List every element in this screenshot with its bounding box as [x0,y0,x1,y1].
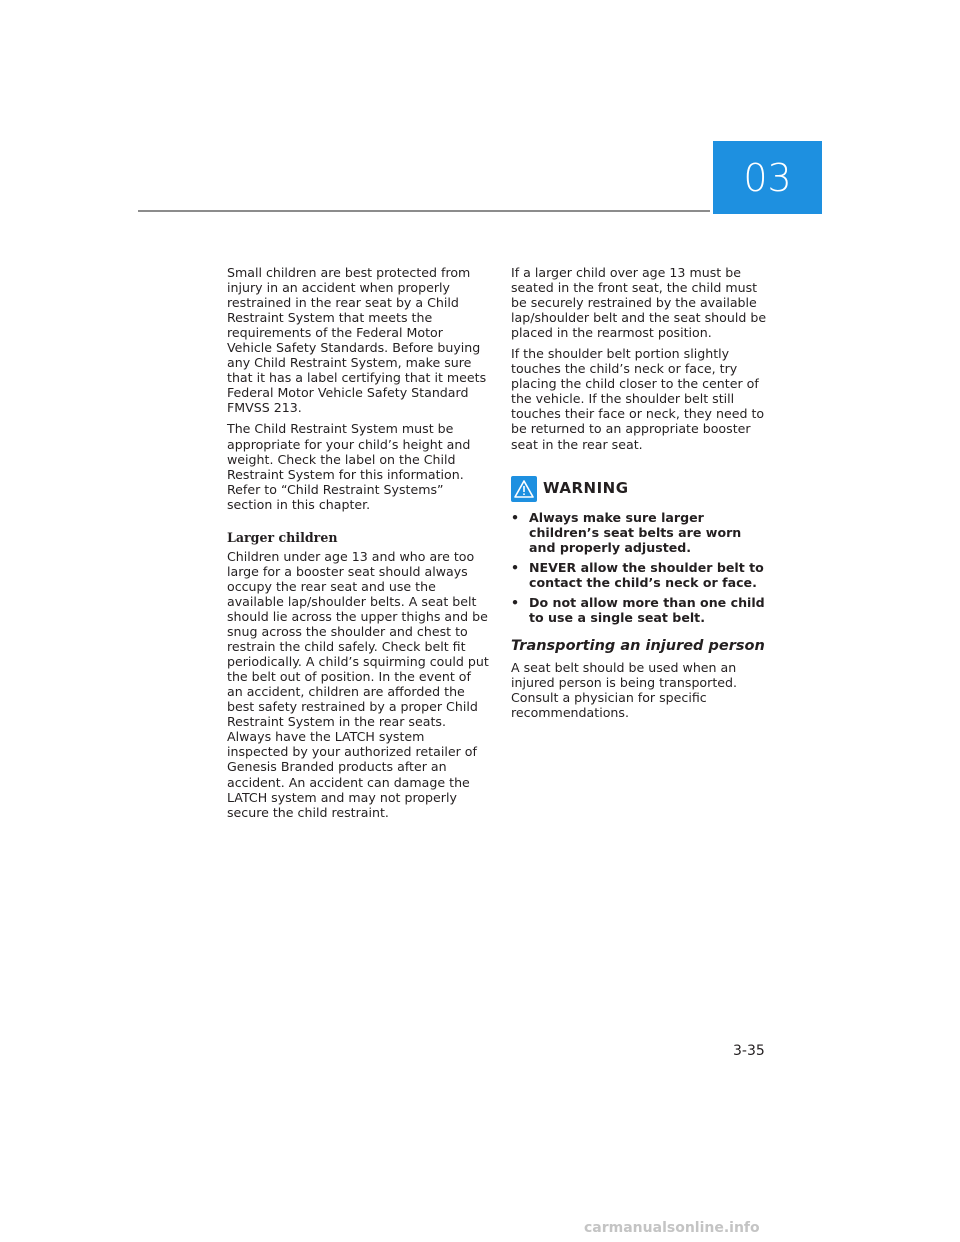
warning-triangle-icon [511,476,537,502]
right-paragraph-3: A seat belt should be used when an injured person is being transported. Consult a physician for specific recommendations. [511,659,737,721]
header-rule [138,210,710,212]
section-heading-injured-person: Transporting an injured person [511,637,765,654]
left-column [227,265,489,826]
chapter-tab [713,141,822,214]
warning-item: • Always make sure larger children’s seat belts are worn and properly adjusted. [511,509,742,555]
right-paragraph-2: If the shoulder belt portion slightly touches the child’s neck or face, try placing the child closer to the center of the vehicle. If the shoulder belt still touches their face or neck, they need to be returned to an appropriate booster seat in the rear seat. [511,346,765,452]
chapter-number: 03 [743,155,792,200]
warning-item: • Do not allow more than one child to use a single seat belt. [511,594,765,625]
warning-list [511,510,769,625]
left-paragraph-2: The Child Restraint System must be appropriate for your child’s height and weight. Check the label on the Child Restraint System for this information. Refer to “Child Restraint Systems” section in this chapter. [227,421,471,512]
left-paragraph-1: Small children are best protected from injury in an accident when properly restrained in the rear seat by a Child Restraint System that meets the requirements of the Federal Motor Vehicle Safety Standards. Before buying any Child Restraint System, make sure that it has a label certifying that it meets Federal Motor Vehicle Safety Standard FMVSS 213. [227,265,487,416]
warning-title: WARNING [543,479,629,498]
section-heading-larger-children: Larger children [227,529,338,545]
warning-item: • NEVER allow the shoulder belt to contact the child’s neck or face. [511,559,764,590]
right-paragraph-1: If a larger child over age 13 must be seated in the front seat, the child must be securely restrained by the available lap/shoulder belt and the seat should be placed in the rearmost position. [511,265,767,341]
watermark: carmanualsonline.info [584,1220,760,1236]
page-number: 3-35 [733,1043,765,1059]
warning-header [511,476,769,502]
right-column [511,265,769,726]
left-paragraph-3: Children under age 13 and who are too large for a booster seat should always occupy the rear seat and use the available lap/shoulder belts. A seat belt should lie across the upper thighs and be snug across the shoulder and chest to restrain the child safely. Check belt fit periodically. A child’s squirming could put the belt out of position. In the event of an accident, children are afforded the best safety restrained by a proper Child Restraint System in the rear seats. Always have the LATCH system inspected by your authorized retailer of Genesis Branded products after an accident. An accident can damage the LATCH system and may not properly secure the child restraint. [227,548,489,820]
